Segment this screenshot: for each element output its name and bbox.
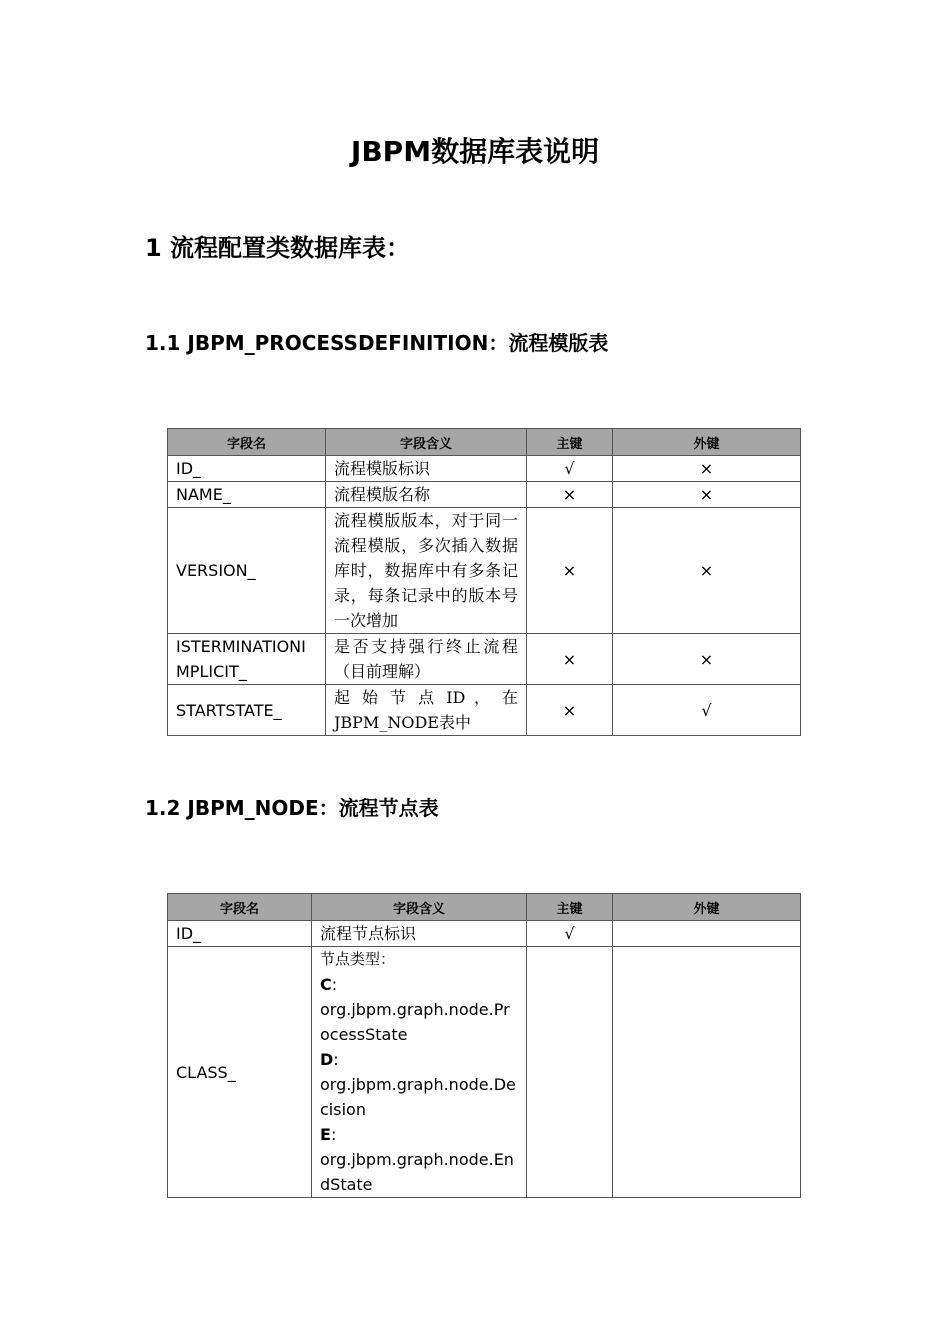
foreign-key-cell: × bbox=[613, 456, 801, 482]
field-meaning-cell: 流程模版标识 bbox=[326, 456, 527, 482]
column-header-field: 字段名 bbox=[168, 894, 312, 921]
field-meaning-cell: 是否支持强行终止流程（目前理解） bbox=[326, 634, 527, 685]
node-type-separator: : bbox=[331, 975, 338, 994]
primary-key-cell bbox=[527, 947, 613, 1198]
section-1-2-heading: 1.2 JBPM_NODE：流程节点表 bbox=[145, 796, 439, 820]
table-row bbox=[168, 921, 801, 947]
node-type-e bbox=[320, 1122, 518, 1147]
column-header-foreign-key: 外键 bbox=[613, 429, 801, 456]
column-header-primary-key: 主键 bbox=[527, 894, 613, 921]
field-meaning-cell: 起 始 节 点 ID ， 在JBPM_NODE表中 bbox=[326, 685, 527, 736]
table-row bbox=[168, 482, 801, 508]
column-header-primary-key: 主键 bbox=[527, 429, 613, 456]
table-row bbox=[168, 685, 801, 736]
node-type-class-line: cision bbox=[320, 1100, 366, 1119]
foreign-key-cell bbox=[613, 947, 801, 1198]
node-type-code: E bbox=[320, 1125, 331, 1144]
primary-key-cell: × bbox=[527, 634, 613, 685]
primary-key-cell: × bbox=[527, 508, 613, 634]
table-row bbox=[168, 508, 801, 634]
process-definition-table bbox=[167, 428, 801, 736]
node-type-intro: 节点类型： bbox=[320, 950, 396, 968]
primary-key-cell: √ bbox=[527, 456, 613, 482]
field-name-cell: VERSION_ bbox=[168, 508, 326, 634]
field-meaning-cell bbox=[312, 947, 527, 1198]
primary-key-cell: √ bbox=[527, 921, 613, 947]
node-type-code: D bbox=[320, 1050, 334, 1069]
foreign-key-cell: √ bbox=[613, 685, 801, 736]
foreign-key-cell bbox=[613, 921, 801, 947]
table-row bbox=[168, 634, 801, 685]
primary-key-cell: × bbox=[527, 482, 613, 508]
table-row bbox=[168, 456, 801, 482]
node-type-class-line: org.jbpm.graph.node.En bbox=[320, 1150, 514, 1169]
foreign-key-cell: × bbox=[613, 482, 801, 508]
table-row bbox=[168, 947, 801, 1198]
node-type-c bbox=[320, 972, 518, 997]
field-meaning-cell: 流程节点标识 bbox=[312, 921, 527, 947]
foreign-key-cell: × bbox=[613, 508, 801, 634]
node-type-code: C bbox=[320, 975, 332, 994]
section-1-1-heading: 1.1 JBPM_PROCESSDEFINITION：流程模版表 bbox=[145, 331, 609, 355]
primary-key-cell: × bbox=[527, 685, 613, 736]
field-meaning-cell: 流程模版名称 bbox=[326, 482, 527, 508]
node-type-class-line: dState bbox=[320, 1175, 373, 1194]
field-name-cell: NAME_ bbox=[168, 482, 326, 508]
node-type-separator: : bbox=[333, 1050, 339, 1069]
node-type-class-line: org.jbpm.graph.node.De bbox=[320, 1075, 516, 1094]
section-1-heading: 1 流程配置类数据库表： bbox=[145, 234, 411, 262]
column-header-meaning: 字段含义 bbox=[326, 429, 527, 456]
node-type-class-line: ocessState bbox=[320, 1025, 408, 1044]
node-type-separator: : bbox=[330, 1125, 337, 1144]
node-table bbox=[167, 893, 801, 1198]
field-name-cell: CLASS_ bbox=[168, 947, 312, 1198]
node-type-class-line: org.jbpm.graph.node.Pr bbox=[320, 1000, 510, 1019]
field-name-cell: STARTSTATE_ bbox=[168, 685, 326, 736]
column-header-foreign-key: 外键 bbox=[613, 894, 801, 921]
table-header-row bbox=[168, 429, 801, 456]
field-meaning-cell: 流程模版版本，对于同一流程模版，多次插入数据库时，数据库中有多条记录，每条记录中的版本号一次增加 bbox=[326, 508, 527, 634]
column-header-meaning: 字段含义 bbox=[312, 894, 527, 921]
field-name-cell: ISTERMINATIONIMPLICIT_ bbox=[168, 634, 326, 685]
foreign-key-cell: × bbox=[613, 634, 801, 685]
field-name-cell: ID_ bbox=[168, 921, 312, 947]
table-header-row bbox=[168, 894, 801, 921]
document-title: JBPM数据库表说明 bbox=[350, 135, 600, 168]
column-header-field: 字段名 bbox=[168, 429, 326, 456]
field-name-cell: ID_ bbox=[168, 456, 326, 482]
node-type-d bbox=[320, 1047, 518, 1072]
